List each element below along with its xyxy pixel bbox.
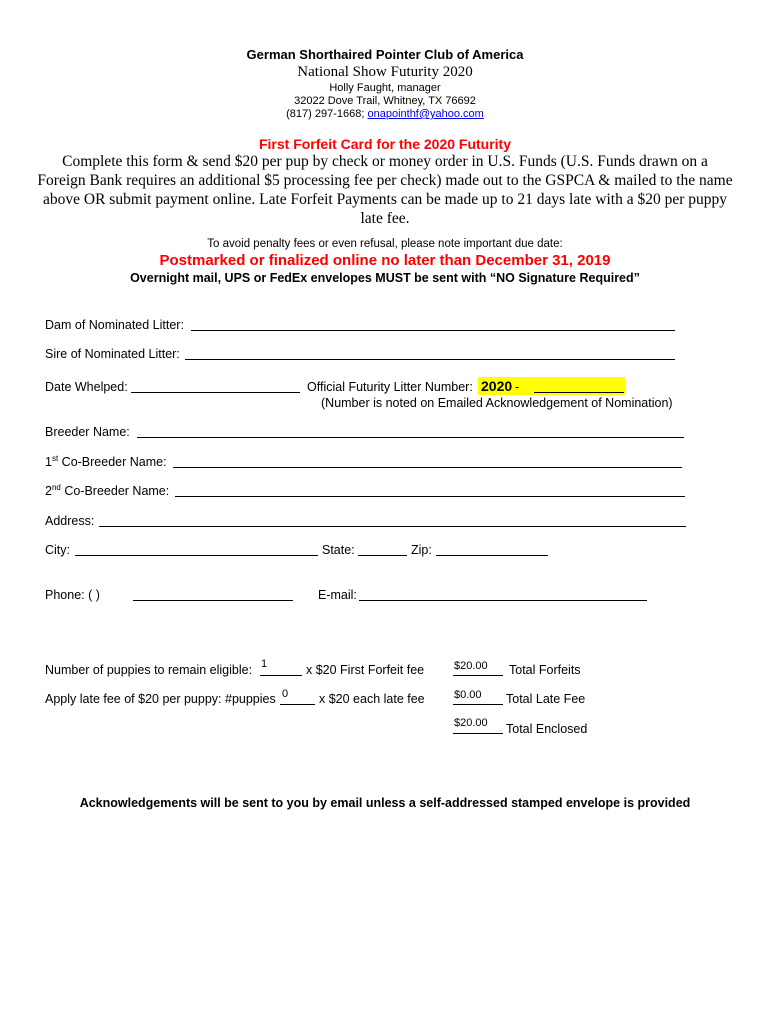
co-breeder-1-field[interactable] — [173, 467, 682, 468]
co-breeder-2-field[interactable] — [175, 496, 685, 497]
city-label: City: — [45, 543, 70, 557]
email-label: E-mail: — [318, 588, 357, 602]
manager-name: Holly Faught, manager — [329, 82, 441, 94]
litter-number-note: (Number is noted on Emailed Acknowledgement of Nomination) — [321, 396, 673, 410]
total-enclosed-label: Total Enclosed — [506, 722, 588, 736]
forfeits-amount: $20.00 — [454, 660, 488, 672]
litter-number-underline — [534, 392, 624, 393]
sire-label: Sire of Nominated Litter: — [45, 347, 180, 361]
form-title: First Forfeit Card for the 2020 Futurity — [258, 136, 512, 152]
manager-contact — [0, 108, 770, 120]
total-late-label: Total Late Fee — [506, 692, 586, 706]
intro-line-4: late fee. — [360, 210, 410, 227]
email-link[interactable]: onapointhf@yahoo.com — [367, 108, 484, 120]
address-field[interactable] — [99, 526, 686, 527]
city-field[interactable] — [75, 555, 318, 556]
manager-address: 32022 Dove Trail, Whitney, TX 76692 — [294, 95, 476, 107]
puppies-label: Number of puppies to remain eligible: — [45, 663, 253, 677]
puppies-field[interactable] — [260, 675, 302, 676]
address-label: Address: — [45, 514, 95, 528]
puppies-value: 1 — [261, 658, 268, 670]
late-fee-field[interactable] — [453, 704, 503, 705]
whelped-label: Date Whelped: — [45, 380, 128, 394]
state-label: State: — [322, 543, 355, 557]
late-fee-label: Apply late fee of $20 per puppy: #puppies — [45, 692, 276, 706]
intro-paragraph — [0, 152, 770, 228]
acknowledgement-note: Acknowledgements will be sent to you by email unless a self-addressed stamped envelope is provided — [79, 796, 691, 810]
breeder-field[interactable] — [137, 437, 684, 438]
late-fee-amount: $0.00 — [454, 689, 482, 701]
dam-field[interactable] — [191, 330, 675, 331]
due-date: Postmarked or finalized online no later than December 31, 2019 — [159, 252, 611, 269]
litter-number-label: Official Futurity Litter Number: — [307, 380, 473, 394]
first-forfeit-label: x $20 First Forfeit fee — [306, 663, 425, 677]
co-breeder-1-label: 1st Co-Breeder Name: — [45, 454, 167, 469]
late-puppies-field[interactable] — [280, 704, 315, 705]
event-title: National Show Futurity 2020 — [297, 64, 473, 80]
litter-number-dash: - — [515, 380, 520, 394]
email-field[interactable] — [359, 600, 647, 601]
intro-line-3: above OR submit payment online. Late Forfeit Payments can be made up to 21 days late with a $20 per puppy — [43, 191, 727, 208]
dam-label: Dam of Nominated Litter: — [45, 318, 184, 332]
penalty-note: To avoid penalty fees or even refusal, please note important due date: — [207, 238, 563, 250]
state-field[interactable] — [358, 555, 407, 556]
club-name: German Shorthaired Pointer Club of America — [246, 47, 524, 62]
enclosed-amount: $20.00 — [454, 717, 488, 729]
forfeits-field[interactable] — [453, 675, 503, 676]
whelped-field[interactable] — [131, 392, 300, 393]
zip-field[interactable] — [436, 555, 548, 556]
manager-phone: (817) 297-1668; — [286, 108, 368, 120]
breeder-label: Breeder Name: — [45, 425, 130, 439]
sire-field[interactable] — [185, 359, 675, 360]
zip-label: Zip: — [411, 543, 432, 557]
late-each-label: x $20 each late fee — [319, 692, 425, 706]
total-forfeits-label: Total Forfeits — [509, 663, 581, 677]
intro-line-1: Complete this form & send $20 per pup by check or money order in U.S. Funds (U.S. Funds drawn on a — [62, 153, 708, 170]
co-breeder-2-label: 2nd Co-Breeder Name: — [45, 483, 170, 498]
enclosed-field[interactable] — [453, 733, 503, 734]
overnight-note: Overnight mail, UPS or FedEx envelopes MUST be sent with “NO Signature Required” — [130, 271, 640, 285]
litter-number-prefix: 2020 — [481, 378, 513, 394]
phone-field[interactable] — [133, 600, 293, 601]
intro-line-2: Foreign Bank requires an additional $5 processing fee per check) made out to the GSPCA & mailed to the name — [37, 172, 733, 189]
late-puppies-value: 0 — [282, 688, 289, 700]
phone-label: Phone: ( ) — [45, 588, 100, 602]
